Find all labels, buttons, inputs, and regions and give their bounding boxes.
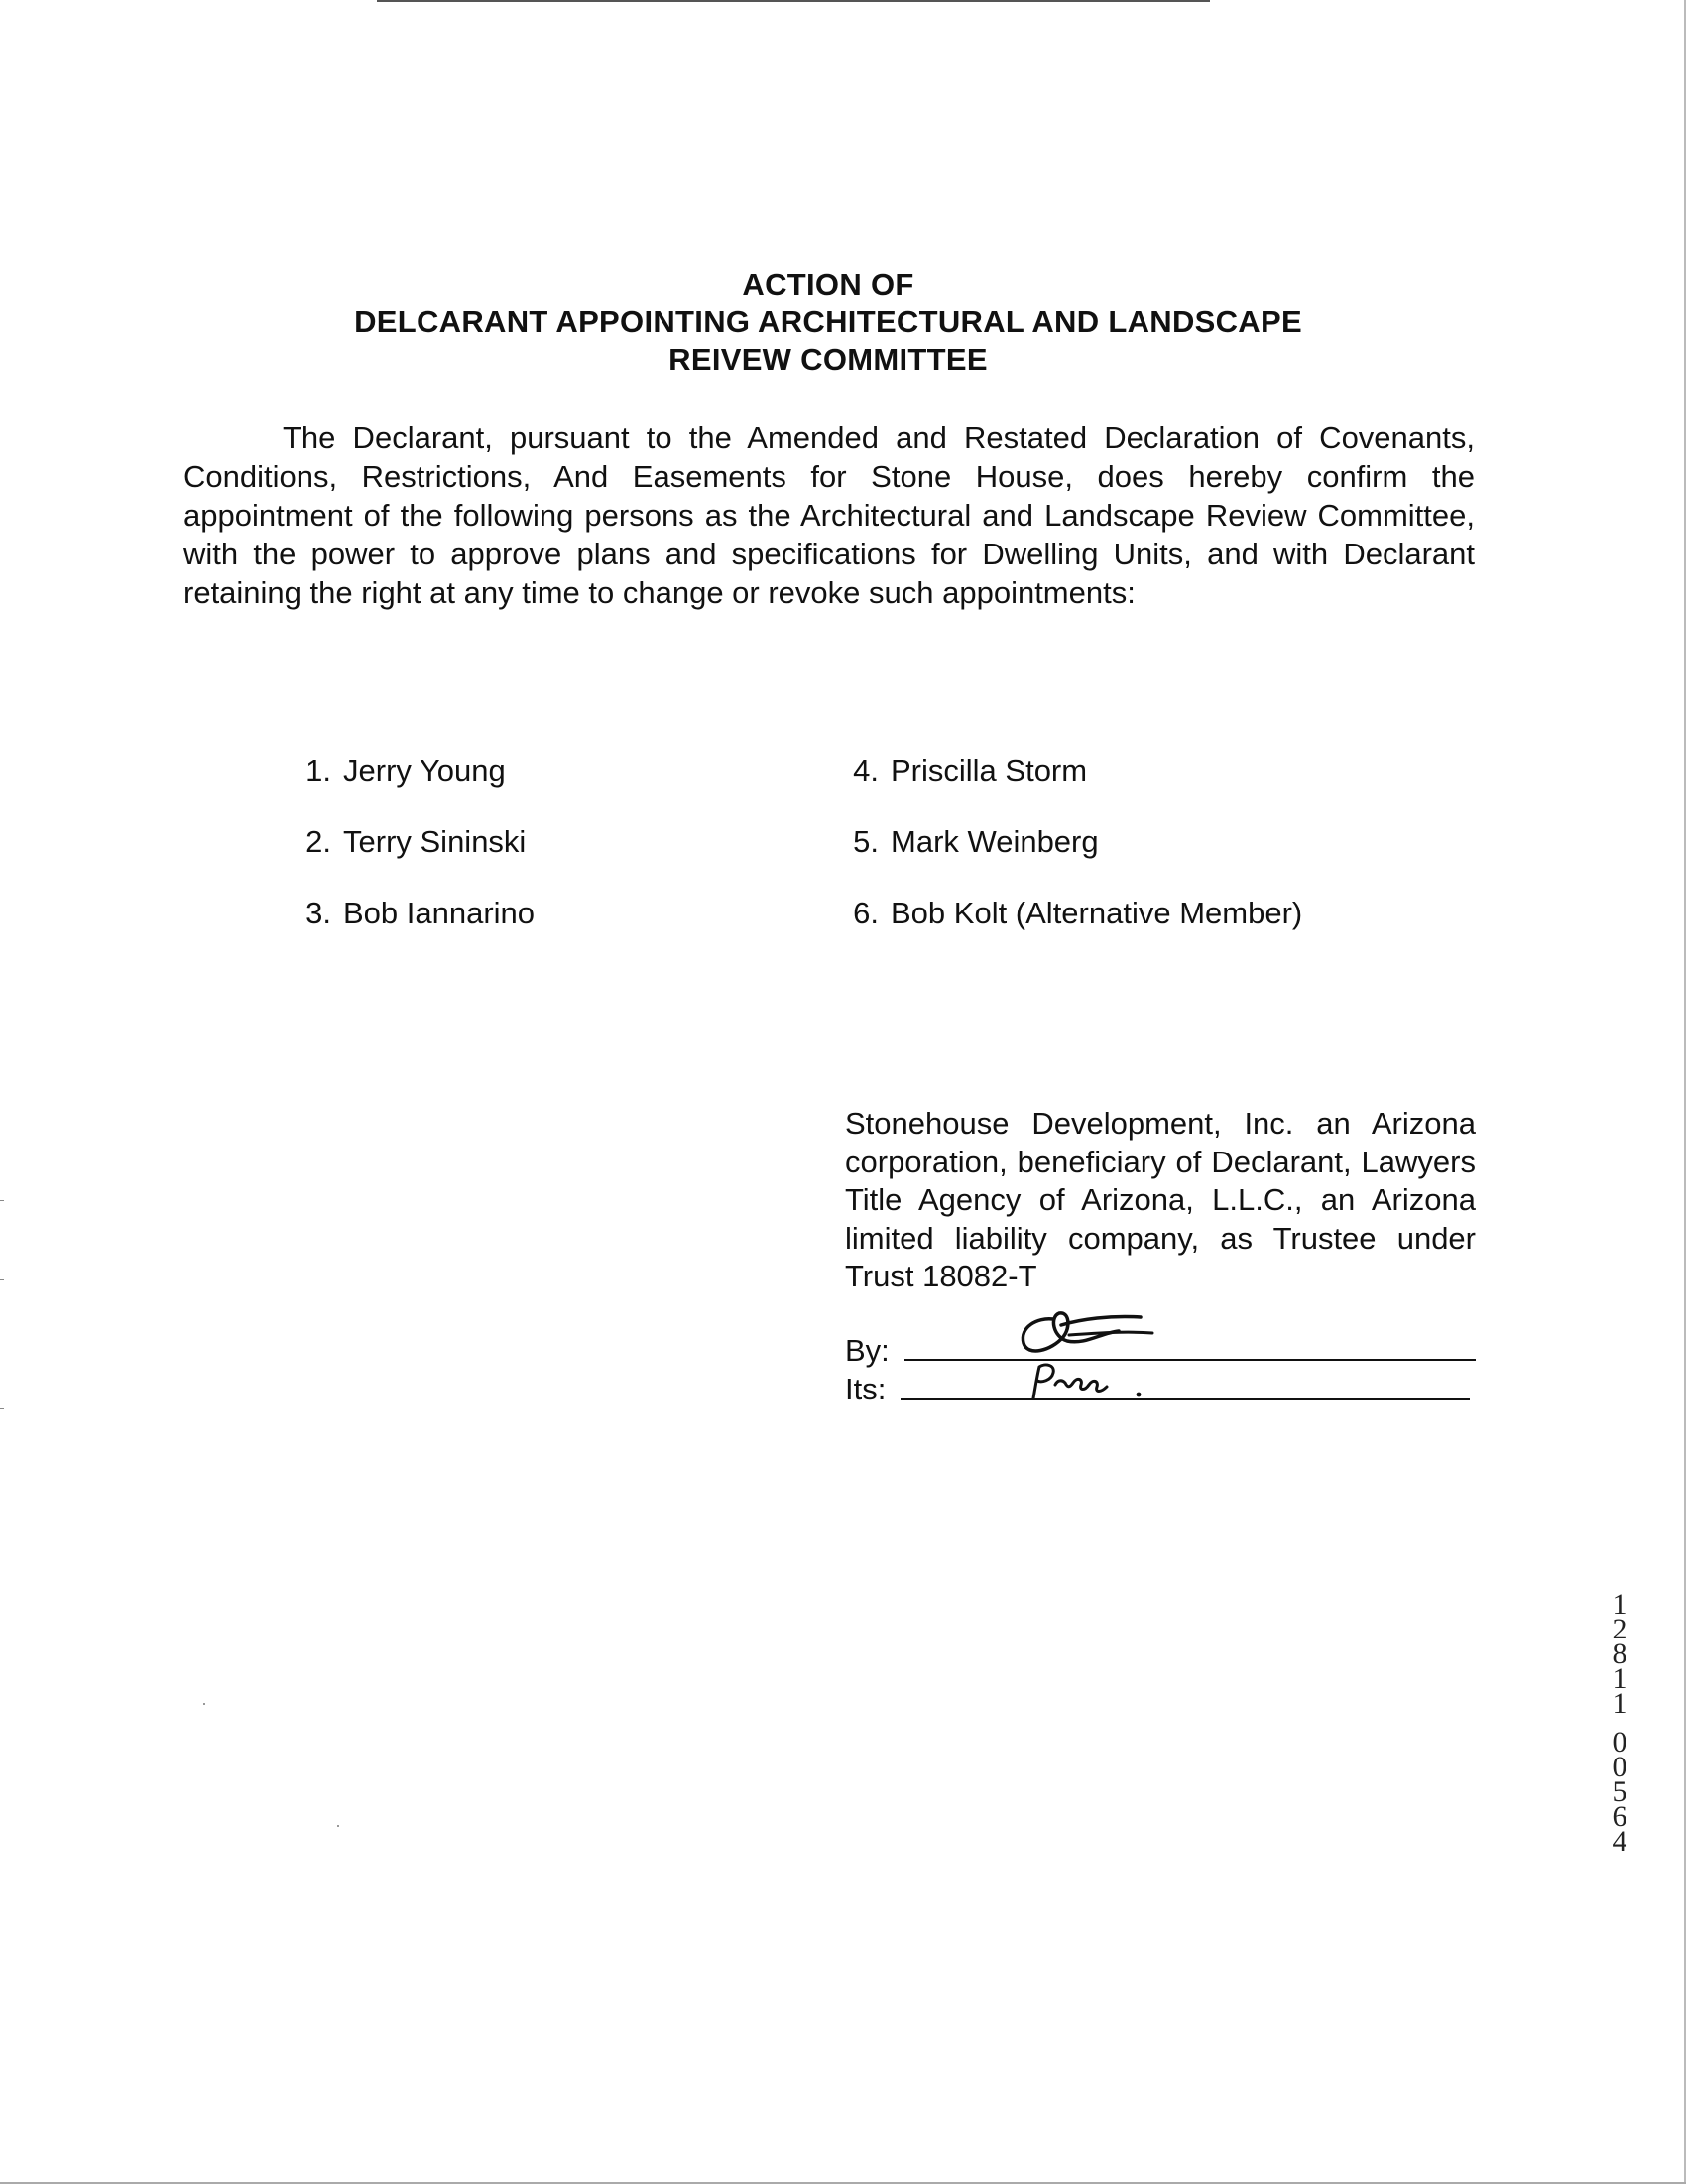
document-number-digit: 1 <box>1612 1662 1627 1695</box>
document-number <box>1605 1588 1634 1858</box>
its-label: Its: <box>845 1372 887 1406</box>
appointment-paragraph: The Declarant, pursuant to the Amended and Restated Declaration of Covenants, Conditions, Restrictions, And Easements for Stone House, does hereby confirm the appointment of the following persons as the Architectural and Landscape Review Committee, with the power to approve plans and specifications for Dwelling Units, and with Declarant retaining the right at any time to change or revoke such appointments: <box>183 421 1475 610</box>
document-number-digit: 8 <box>1612 1638 1627 1670</box>
member-name: Priscilla Storm <box>891 753 1088 788</box>
signatory-block <box>845 1105 1476 1296</box>
title-line-3: REIVEW COMMITTEE <box>668 342 988 377</box>
member-name: Bob Iannarino <box>343 896 536 930</box>
scan-speck <box>337 1825 339 1827</box>
member-item <box>833 752 1087 789</box>
scan-speck <box>203 1703 205 1705</box>
member-number: 3. <box>305 896 331 930</box>
document-number-digit: 4 <box>1612 1825 1627 1858</box>
title-line-2: DELCARANT APPOINTING ARCHITECTURAL AND LANDSCAPE <box>354 304 1302 339</box>
handwritten-signature <box>1002 1297 1180 1367</box>
title-line-1: ACTION OF <box>742 267 914 302</box>
top-scan-rule <box>377 0 1210 2</box>
member-item <box>833 895 1302 932</box>
by-label: By: <box>845 1333 890 1368</box>
member-item <box>286 895 535 932</box>
document-number-digit: 1 <box>1612 1588 1627 1621</box>
member-number: 2. <box>305 824 331 859</box>
scan-tick <box>0 1200 4 1201</box>
member-number: 6. <box>853 896 879 930</box>
member-number: 5. <box>853 824 879 859</box>
member-number: 1. <box>305 753 331 788</box>
document-number-digit: 2 <box>1612 1613 1627 1645</box>
document-number-digit: 5 <box>1612 1775 1627 1808</box>
scan-tick <box>0 1279 4 1280</box>
document-number-digit: 0 <box>1612 1751 1627 1783</box>
scan-tick <box>0 1408 4 1409</box>
member-number: 4. <box>853 753 879 788</box>
handwritten-title-pres <box>1027 1361 1156 1404</box>
its-signature-line <box>901 1398 1470 1400</box>
member-name: Terry Sininski <box>343 824 527 859</box>
signatory-text: Stonehouse Development, Inc. an Arizona corporation, beneficiary of Declarant, Lawyers Title Agency of Arizona, L.L.C., an Arizona limited liability company, as Trustee under Trust 18082-T <box>845 1106 1476 1293</box>
document-number-digit: 0 <box>1612 1726 1627 1759</box>
member-name: Jerry Young <box>343 753 506 788</box>
document-number-digit: 6 <box>1612 1800 1627 1833</box>
document-number-digit: 1 <box>1612 1687 1627 1720</box>
member-name: Mark Weinberg <box>891 824 1099 859</box>
member-name: Bob Kolt (Alternative Member) <box>891 896 1303 930</box>
by-signature-line <box>904 1359 1476 1361</box>
member-item <box>286 752 506 789</box>
member-item <box>833 823 1099 861</box>
member-item <box>286 823 526 861</box>
